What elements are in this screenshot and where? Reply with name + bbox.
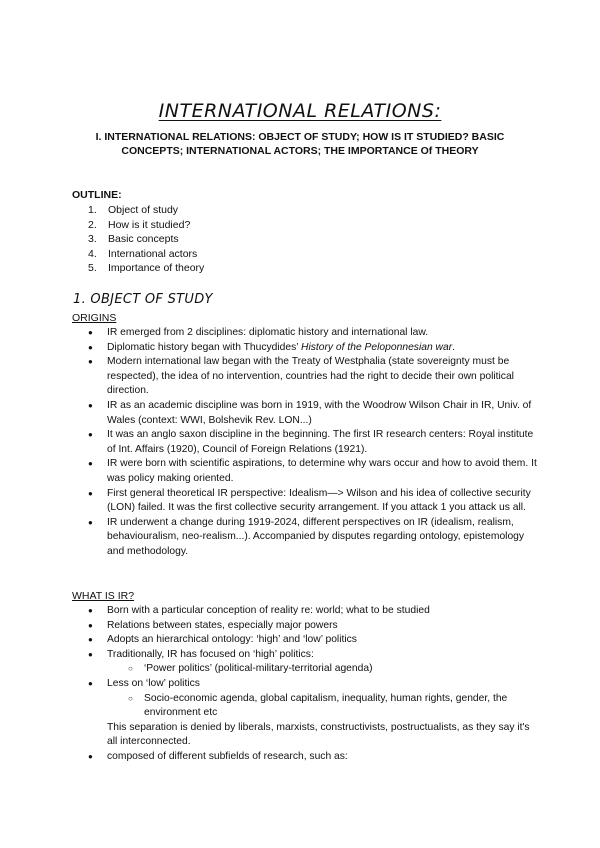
what-is-ir-list [88,604,538,765]
list-item: ● Born with a particular conception of reality re: world; what to be studied [88,604,538,619]
outline-item: 2. How is it studied? [88,218,191,231]
outline-list [88,203,204,276]
list-item: ● IR as an academic discipline was born in 1919, with the Woodrow Wilson Chair in IR, Univ. of Wales (context: WWI, Bolshevik Rev. LON...) [88,399,538,428]
document-subtitle: I. INTERNATIONAL RELATIONS: OBJECT OF STUDY; HOW IS IT STUDIED? BASIC CONCEPTS; INTERNATIONAL ACTORS; THE IMPORTANCE Of THEORY [95,131,505,157]
list-item: ● First general theoretical IR perspective: Idealism—> Wilson and his idea of collective security (LON) failed. It was the first collective security arrangement. If you attack 1 you attack us all. [88,487,538,516]
list-item: ● Relations between states, especially major powers [88,619,538,634]
outline-item: 5. Importance of theory [88,262,205,275]
outline-item: 3. Basic concepts [88,233,179,246]
what-is-ir-heading: WHAT IS IR? [72,590,135,602]
outline-item: 4. International actors [88,247,198,260]
origins-list [88,326,538,560]
separation-note: This separation is denied by liberals, marxists, constructivists, postructualists, as they say it's all interconnected. [107,721,530,748]
document-title: INTERNATIONAL RELATIONS: [158,100,442,122]
list-item: ● IR emerged from 2 disciplines: diplomatic history and international law. [88,326,538,341]
list-item: ● composed of different subfields of research, such as: [88,750,538,765]
outline-item: 1. Object of study [88,204,179,216]
list-item: ● It was an anglo saxon discipline in the beginning. The first IR research centers: Royal institute of Int. Affairs (1920), Council of Foreign Relations (1921). [88,428,538,457]
section-heading-object-of-study: 1. OBJECT OF STUDY [73,292,213,307]
list-item: ● Adopts an hierarchical ontology: ‘high’ and ‘low’ politics [88,633,538,648]
list-item: ● IR underwent a change during 1919-2024, different perspectives on IR (idealism, realism, behaviouralism, neo-realism...). Accompanied by disputes regarding ontology, epistemology and methodology. [88,516,538,560]
outline-label: OUTLINE: [72,189,122,201]
sub-list-item: ○ Socio-economic agenda, global capitalism, inequality, human rights, gender, the environment etc [128,692,538,721]
list-item: ● Less on ‘low’ politics ○ Socio-economic agenda, global capitalism, inequality, human rights, gender, the environment etc This separation is denied by liberals, marxists, constructivists, postructualists, as they say it's all interconnected. [88,677,538,750]
list-item: ● IR were born with scientific aspirations, to determine why wars occur and how to avoid them. It was policy making oriented. [88,457,538,486]
list-item: ● Modern international law began with the Treaty of Westphalia (state sovereignty must be respected), the idea of no intervention, countries had the right to decide their own political direction. [88,355,538,399]
list-item: ● Traditionally, IR has focused on ‘high’ politics: ○ ‘Power politics’ (political-military-territorial agenda) [88,648,538,677]
sub-list-item: ○ ‘Power politics’ (political-military-territorial agenda) [128,662,538,677]
origins-heading: ORIGINS [72,312,117,324]
list-item: ● Diplomatic history began with Thucydides’ History of the Peloponnesian war. [88,341,538,356]
